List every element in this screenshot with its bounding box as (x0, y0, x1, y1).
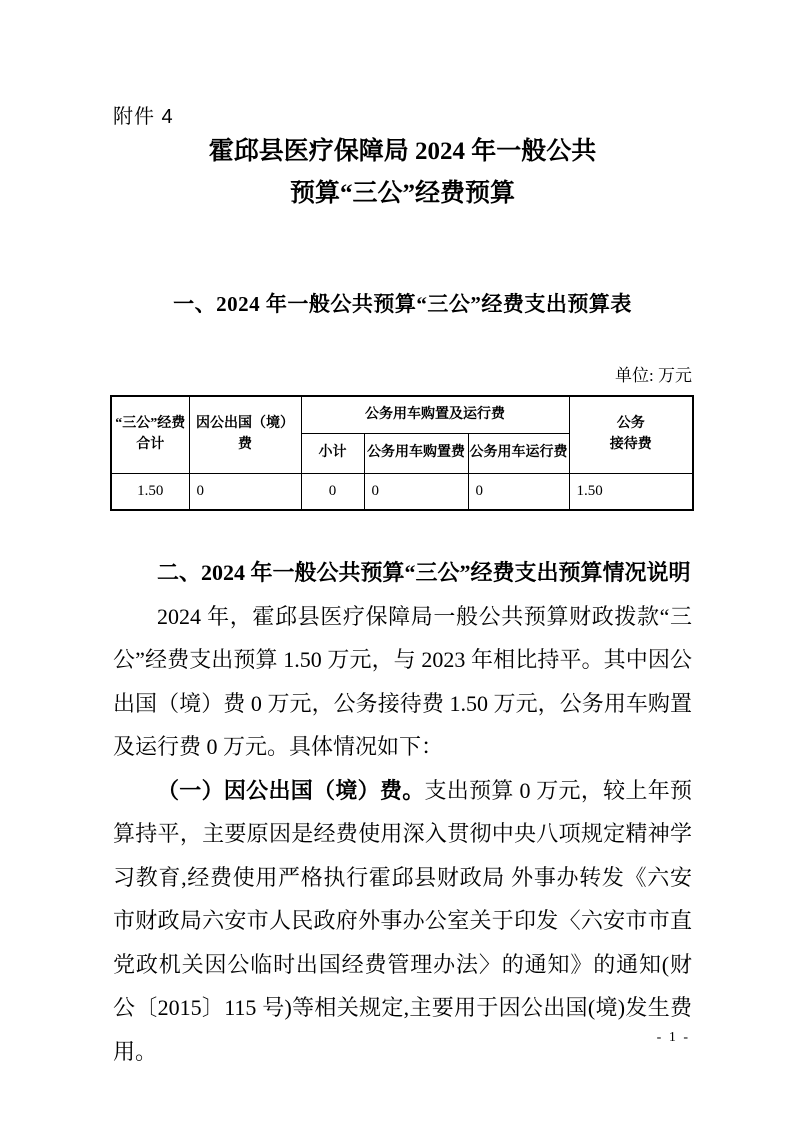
value-vehicle-operation: 0 (468, 473, 569, 510)
value-abroad-fee: 0 (189, 473, 301, 510)
paragraph-2-rest: 支出预算 0 万元，较上年预算持平，主要原因是经费使用深入贯彻中央八项规定精神学习教育,经费使用严格执行霍邱县财政局 外事办转发《六安市财政局六安市人民政府外事办公室关于印发〈六安市市直党政机关因公临时出国经费管理办法〉的通知》的通知(财公〔2015〕115 号)等相关规定,主要用于因公出国(境)发生费用。 (113, 777, 692, 1064)
header-reception-fee: 公务 接待费 (569, 396, 693, 473)
paragraph-1: 2024 年，霍邱县医疗保障局一般公共预算财政拨款“三公”经费支出预算 1.50 万元，与 2023 年相比持平。其中因公出国（境）费 0 万元，公务接待费 1.50 万元，公务用车购置及运行费 0 万元。具体情况如下： (113, 603, 692, 759)
value-reception-fee: 1.50 (569, 473, 693, 510)
header-vehicle-operation: 公务用车运行费 (468, 433, 569, 473)
attachment-label: 附件 4 (113, 106, 174, 128)
document-title-line1: 霍邱县医疗保障局 2024 年一般公共 (208, 138, 597, 165)
paragraph-2 (113, 769, 692, 1074)
header-vehicle-purchase: 公务用车购置费 (364, 433, 468, 473)
table-data-row (111, 473, 693, 510)
header-vehicle-group: 公务用车购置及运行费 (301, 396, 569, 433)
value-sangong-total: 1.50 (111, 473, 189, 510)
document-title (113, 131, 692, 215)
value-vehicle-purchase: 0 (364, 473, 468, 510)
value-subtotal: 0 (301, 473, 364, 510)
section-2-heading: 二、2024 年一般公共预算“三公”经费支出预算情况说明 (157, 560, 691, 585)
paragraph-2-lead: （一）因公出国（境）费。 (157, 777, 425, 803)
table-unit-label: 单位: 万元 (615, 366, 692, 385)
header-sangong-total: “三公”经费 合计 (111, 396, 189, 473)
header-subtotal: 小计 (301, 433, 364, 473)
document-title-line2: 预算“三公”经费预算 (289, 180, 515, 207)
document-body (113, 551, 692, 1073)
page-number: - 1 - (656, 1030, 690, 1045)
header-abroad-fee: 因公出国（境）费 (189, 396, 301, 473)
budget-table (110, 395, 694, 511)
section-1-heading: 一、2024 年一般公共预算“三公”经费支出预算表 (173, 292, 632, 316)
